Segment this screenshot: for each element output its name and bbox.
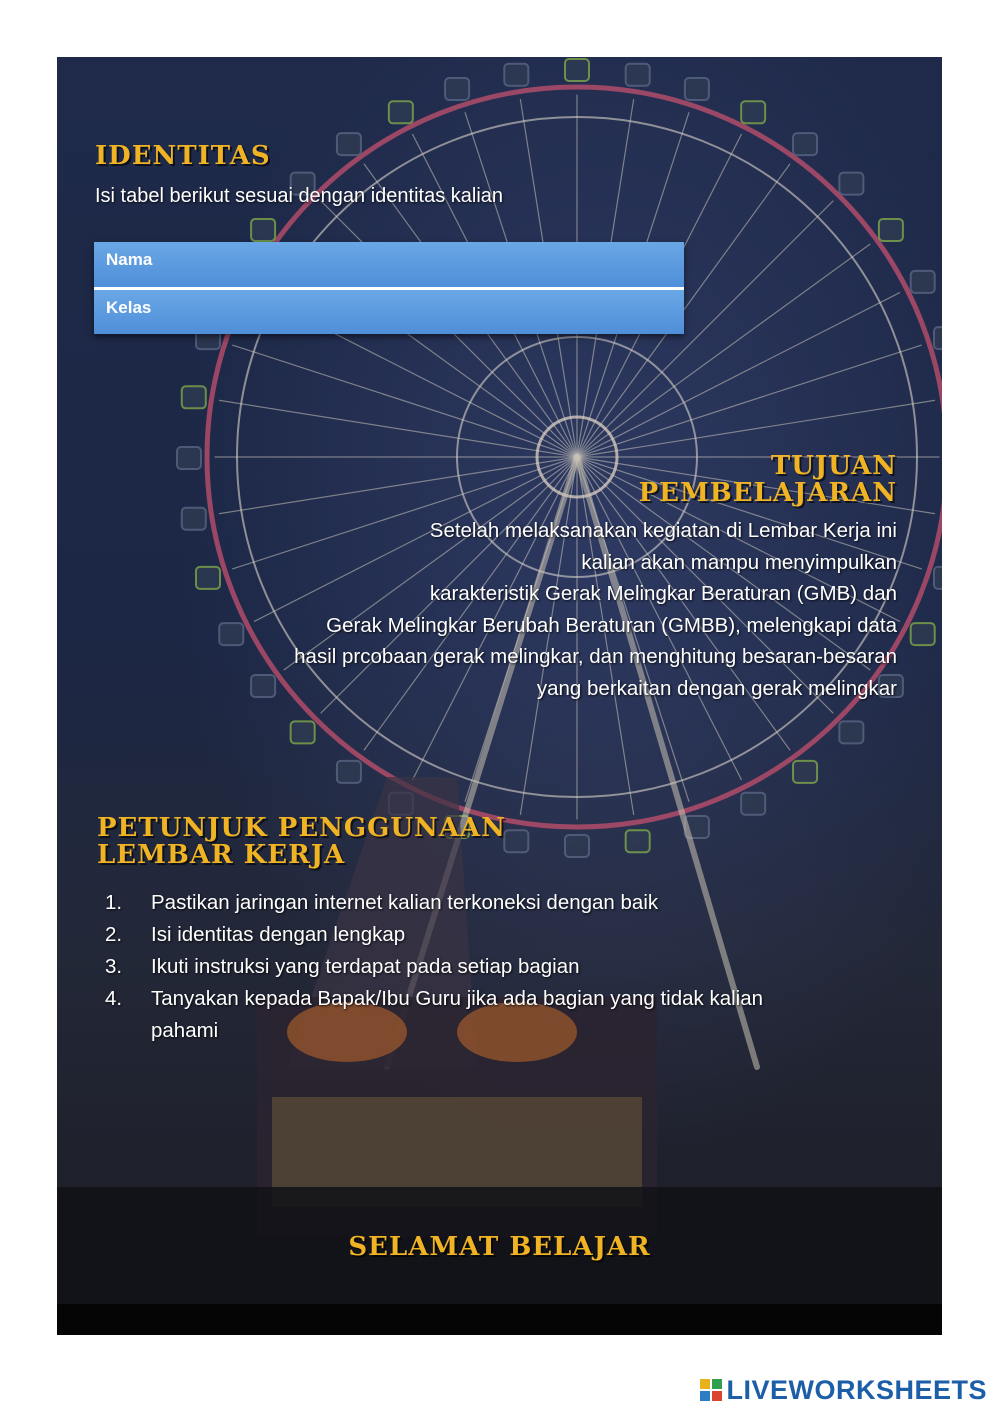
liveworksheets-logo[interactable] — [700, 1375, 987, 1405]
step-number: 1. — [105, 891, 123, 914]
tujuan-line: Gerak Melingkar Berubah Beraturan (GMBB), melengkapi data — [326, 613, 897, 637]
step-number: 2. — [105, 923, 123, 946]
tujuan-heading — [639, 453, 897, 507]
logo-square — [700, 1391, 710, 1401]
tujuan-line: yang berkaitan dengan gerak melingkar — [536, 676, 897, 700]
nama-field[interactable] — [94, 242, 684, 287]
step-number: 4. — [105, 987, 123, 1010]
list-item — [105, 887, 825, 919]
kelas-field[interactable] — [94, 287, 684, 334]
petunjuk-heading-line2: LEMBAR KERJA — [97, 840, 346, 870]
tujuan-paragraph — [157, 515, 897, 704]
logo-square — [712, 1379, 722, 1389]
logo-square — [712, 1391, 722, 1401]
tujuan-line: kalian akan mampu menyimpulkan — [581, 550, 897, 574]
identitas-subtitle: Isi tabel berikut sesuai dengan identitas kalian — [95, 185, 504, 207]
worksheet-cover — [57, 57, 942, 1335]
step-text: Pastikan jaringan internet kalian terkoneksi dengan baik — [151, 891, 659, 914]
step-text: Tanyakan kepada Bapak/Ibu Guru jika ada bagian yang tidak kalian pahami — [151, 987, 764, 1042]
list-item — [105, 951, 825, 983]
bottom-bar — [57, 1304, 942, 1335]
tujuan-heading-line2: PEMBELAJARAN — [638, 478, 897, 508]
tujuan-line: karakteristik Gerak Melingkar Beraturan (GMB) dan — [429, 582, 897, 605]
nama-label: Nama — [106, 250, 153, 269]
tujuan-line: hasil prcobaan gerak melingkar, dan menghitung besaran-besaran — [294, 645, 897, 668]
brand-name: LIVEWORKSHEETS — [726, 1374, 987, 1405]
petunjuk-heading — [97, 815, 506, 869]
list-item — [105, 919, 825, 951]
identitas-heading: IDENTITAS — [95, 141, 271, 171]
petunjuk-heading-line1: PETUNJUK PENGGUNAAN — [97, 813, 506, 843]
logo-square — [700, 1379, 710, 1389]
closing-heading: SELAMAT BELAJAR — [348, 1232, 651, 1262]
identity-table — [94, 242, 684, 334]
tujuan-heading-line1: TUJUAN — [770, 451, 897, 481]
kelas-label: Kelas — [106, 298, 152, 317]
step-text: Ikuti instruksi yang terdapat pada setiap bagian — [151, 955, 580, 978]
list-item — [105, 983, 825, 1047]
step-text: Isi identitas dengan lengkap — [151, 923, 406, 946]
instruction-list — [105, 887, 825, 1047]
tujuan-line: Setelah melaksanakan kegiatan di Lembar Kerja ini — [429, 519, 897, 542]
step-number: 3. — [105, 955, 123, 978]
liveworksheets-icon — [700, 1379, 722, 1401]
